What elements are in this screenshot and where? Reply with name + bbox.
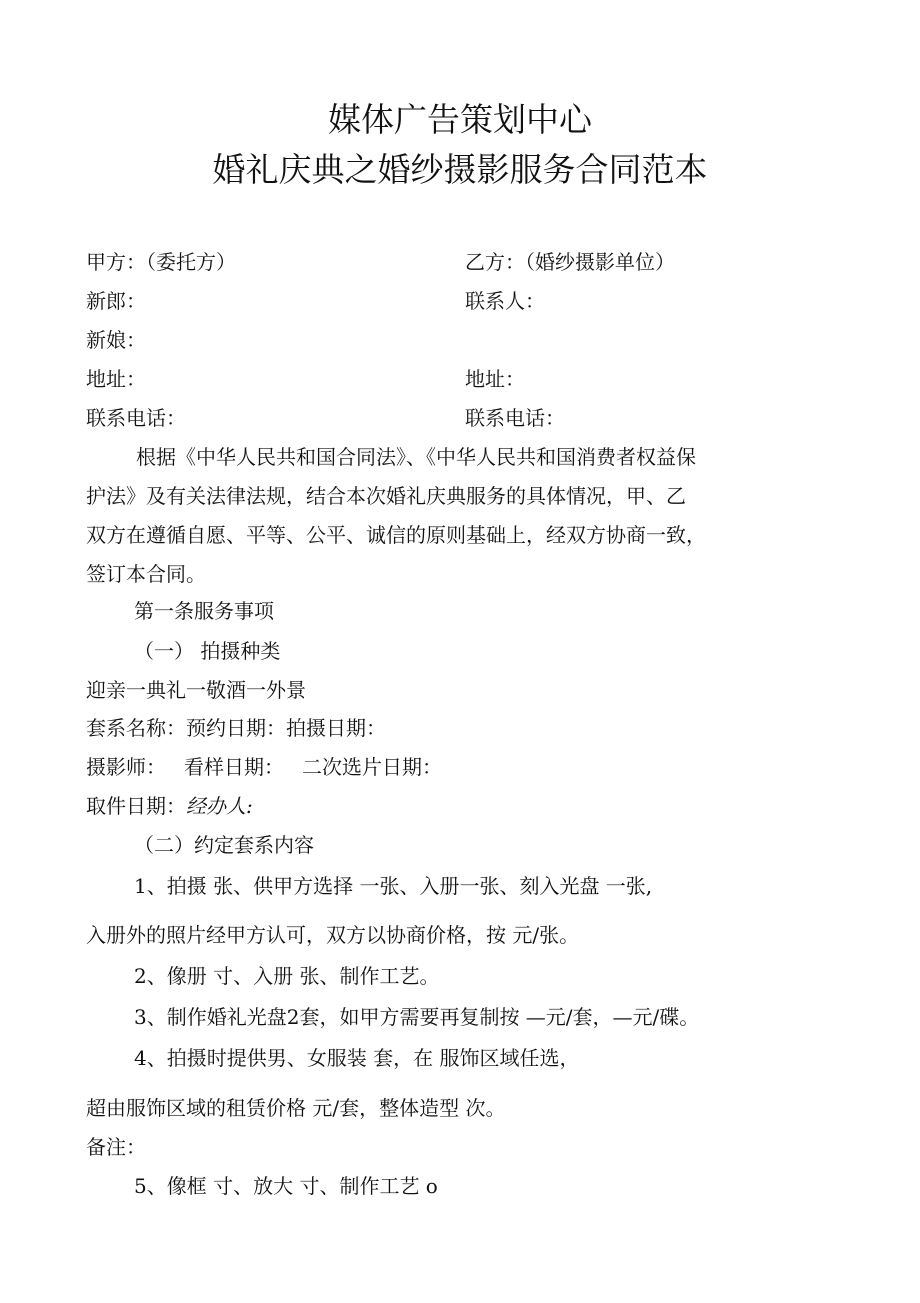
party-a-label: 甲方：（委托方） xyxy=(86,250,236,274)
address-a-label: 地址： xyxy=(86,367,146,391)
remark-label: 备注： xyxy=(86,1135,146,1159)
item-4-line-2: 超由服饰区域的租赁价格 元/套，整体造型 次。 xyxy=(86,1096,506,1120)
handler-label: 经办人: xyxy=(186,794,253,818)
item-4-line-1: 4、拍摄时提供男、女服装 套，在 服饰区域任选， xyxy=(134,1046,580,1070)
pickup-line xyxy=(86,792,253,820)
pickup-label: 取件日期： xyxy=(86,794,186,818)
section-1-heading: （一） 拍摄种类 xyxy=(134,639,281,663)
item-1-line-1: 1、拍摄 张、供甲方选择 一张、入册一张、刻入光盘 一张, xyxy=(134,874,653,898)
item-2: 2、像册 寸、入册 张、制作工艺。 xyxy=(134,964,440,988)
phone-a-label: 联系电话： xyxy=(86,406,186,430)
photographer-label: 摄影师： xyxy=(86,755,166,779)
preamble-line-1: 根据《中华人民共和国合同法》、《中华人民共和国消费者权益保 xyxy=(136,445,696,469)
preamble-line-2: 护法》及有关法律法规，结合本次婚礼庆典服务的具体情况，甲、乙 xyxy=(86,484,686,508)
preamble-line-3: 双方在遵循自愿、平等、公平、诚信的原则基础上，经双方协商一致， xyxy=(86,523,706,547)
package-line: 套系名称：预约日期：拍摄日期： xyxy=(86,716,386,740)
item-1-line-2: 入册外的照片经甲方认可，双方以协商价格，按 元/张。 xyxy=(86,923,580,947)
shoot-types: 迎亲一典礼一敬酒一外景 xyxy=(86,678,306,702)
groom-label: 新郎： xyxy=(86,289,146,313)
contact-person-label: 联系人： xyxy=(465,289,545,313)
party-b-label: 乙方：（婚纱摄影单位） xyxy=(465,250,675,274)
bride-label: 新娘： xyxy=(86,328,146,352)
photographer-line xyxy=(86,753,442,781)
section-2-heading: （二）约定套系内容 xyxy=(134,833,314,857)
second-pick-label: 二次选片日期： xyxy=(302,755,442,779)
sample-date-label: 看样日期： xyxy=(184,755,284,779)
item-5: 5、像框 寸、放大 寸、制作工艺 o xyxy=(134,1174,438,1198)
article-1-heading: 第一条服务事项 xyxy=(134,599,274,623)
title-line-2: 婚礼庆典之婚纱摄影服务合同范本 xyxy=(212,150,708,189)
address-b-label: 地址： xyxy=(465,367,525,391)
title-line-1: 媒体广告策划中心 xyxy=(328,100,592,139)
phone-b-label: 联系电话： xyxy=(465,406,565,430)
preamble-line-4: 签订本合同。 xyxy=(86,562,206,586)
item-3: 3、制作婚礼光盘2套，如甲方需要再复制按 —元/套，—元/碟。 xyxy=(134,1005,700,1029)
